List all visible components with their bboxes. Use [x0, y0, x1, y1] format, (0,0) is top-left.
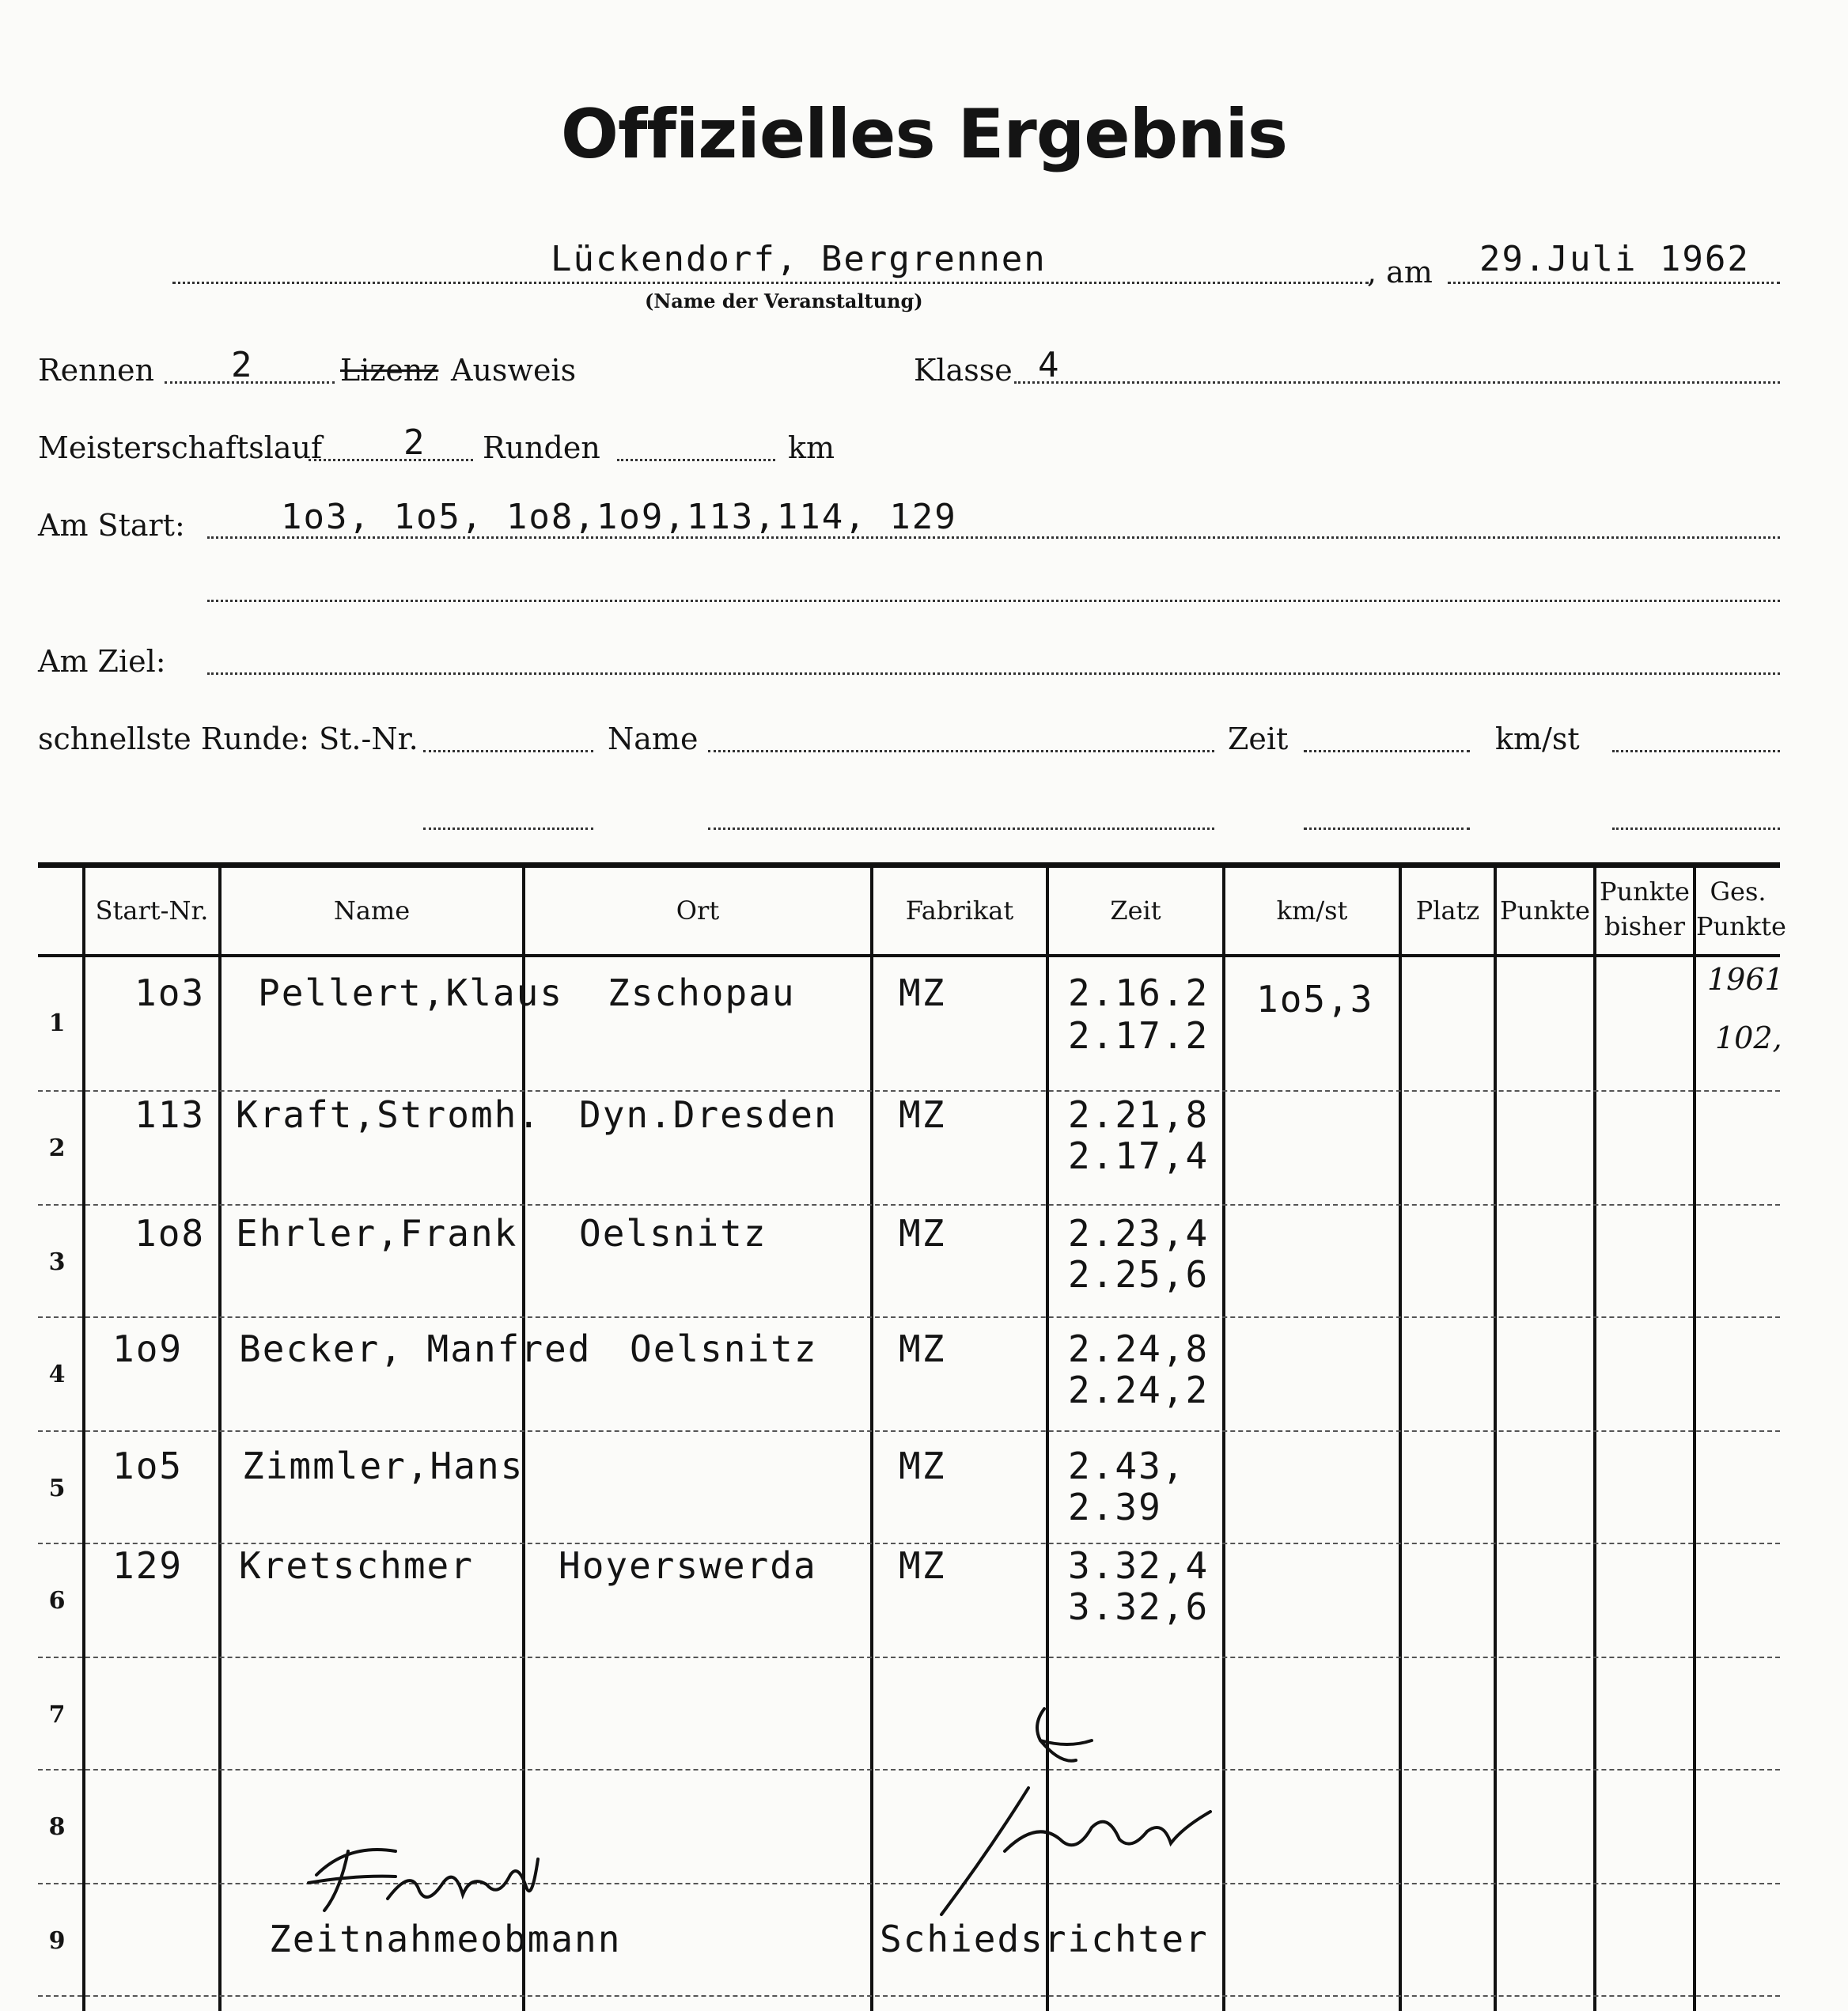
schnellste-name-dotted-line-2	[708, 828, 1214, 830]
col-line-7	[1399, 868, 1402, 2011]
referee-signature	[926, 1693, 1226, 1930]
row-divider	[38, 1883, 1780, 1884]
row-divider	[38, 1769, 1780, 1771]
ort-cell: Dyn.Dresden	[579, 1093, 838, 1136]
zeit-cell-1: 2.21,8	[1068, 1093, 1210, 1136]
stnr-dotted-line	[423, 750, 593, 752]
header-name: Name	[333, 896, 411, 926]
lizenz-struck-label: Lizenz	[340, 353, 439, 388]
date-dotted-line	[1448, 282, 1780, 284]
row-number: 5	[48, 1475, 66, 1502]
row-number: 7	[48, 1701, 66, 1729]
fabrikat-cell: MZ	[899, 1544, 946, 1587]
event-name-caption: (Name der Veranstaltung)	[645, 290, 923, 312]
header-punkte: Punkte	[1500, 896, 1590, 926]
am-start-value: 1o3, 1o5, 1o8,1o9,113,114, 129	[281, 497, 957, 537]
row-divider	[38, 1204, 1780, 1206]
name-cell: Zimmler,Hans	[242, 1445, 524, 1487]
col-line-8	[1494, 868, 1497, 2011]
ort-cell: Oelsnitz	[630, 1327, 818, 1370]
runden-dotted-line	[617, 459, 775, 461]
klasse-value: 4	[1038, 345, 1061, 385]
header-zeit: Zeit	[1110, 896, 1161, 926]
event-date: 29.Juli 1962	[1479, 239, 1750, 279]
row-divider	[38, 1090, 1780, 1092]
start-nr-cell: 1o9	[112, 1327, 184, 1370]
zeit-cell-2: 2.25,6	[1068, 1253, 1210, 1296]
am-ziel-dotted-line	[207, 672, 1780, 675]
col-line-4	[870, 868, 873, 2011]
header-ort: Ort	[676, 896, 720, 926]
fabrikat-cell: MZ	[899, 971, 946, 1014]
col-line-1	[82, 868, 85, 2011]
fabrikat-cell: MZ	[899, 1093, 946, 1136]
row-number: 4	[48, 1361, 66, 1388]
zeit-cell-1: 2.16.2	[1068, 971, 1210, 1014]
am-start-label: Am Start:	[38, 508, 185, 543]
schnellste-name-dotted-line	[708, 750, 1214, 752]
header-punkte-bisher-2: bisher	[1604, 911, 1685, 941]
rennen-value: 2	[231, 345, 254, 385]
zeit-cell-2: 2.24,2	[1068, 1369, 1210, 1411]
zeit-cell-2: 2.17,4	[1068, 1134, 1210, 1177]
meisterschaftslauf-dotted-line	[309, 459, 473, 461]
schnellste-name-label: Name	[608, 721, 699, 756]
schnellste-zeit-dotted-line	[1304, 750, 1470, 752]
start-nr-cell: 129	[112, 1544, 184, 1587]
name-cell: Becker, Manfred	[239, 1327, 592, 1370]
start-nr-cell: 1o5	[112, 1445, 184, 1487]
timekeeper-label: Zeitnahmeobmann	[269, 1918, 622, 1960]
name-cell: Kraft,Stromh.	[236, 1093, 542, 1136]
start-nr-cell: 113	[134, 1093, 206, 1136]
header-start-nr: Start-Nr.	[95, 896, 209, 926]
row-number: 1	[48, 1009, 66, 1037]
header-ges-punkte-2: Punkte	[1696, 911, 1786, 941]
schnellste-runde-label: schnellste Runde: St.-Nr.	[38, 721, 418, 756]
table-header-rule	[38, 954, 1780, 957]
table-top-rule	[38, 862, 1780, 868]
klasse-dotted-line	[1014, 381, 1780, 384]
col-line-2	[218, 868, 222, 2011]
zeit-cell-2: 2.17.2	[1068, 1014, 1210, 1057]
runden-label: Runden	[483, 430, 600, 465]
header-ges-punkte-1: Ges.	[1710, 877, 1767, 907]
fabrikat-cell: MZ	[899, 1212, 946, 1255]
referee-label: Schiedsrichter	[880, 1918, 1209, 1960]
handwritten-note: 102,	[1715, 1021, 1782, 1055]
ort-cell: Oelsnitz	[579, 1212, 767, 1255]
event-name: Lückendorf, Bergrennen	[551, 239, 1047, 279]
zeit-cell-2: 2.39	[1068, 1486, 1162, 1528]
header-platz: Platz	[1415, 896, 1480, 926]
schnellste-kmst-dotted-line	[1612, 750, 1780, 752]
fabrikat-cell: MZ	[899, 1445, 946, 1487]
meisterschaftslauf-value: 2	[403, 422, 426, 463]
rennen-label: Rennen	[38, 353, 155, 388]
kmst-cell: 1o5,3	[1256, 978, 1374, 1021]
fabrikat-cell: MZ	[899, 1327, 946, 1370]
zeit-cell-1: 2.24,8	[1068, 1327, 1210, 1370]
row-divider	[38, 1657, 1780, 1658]
zeit-cell-1: 3.32,4	[1068, 1544, 1210, 1587]
ausweis-label: Ausweis	[451, 353, 577, 388]
timekeeper-signature	[301, 1827, 554, 1922]
col-line-9	[1593, 868, 1596, 2011]
am-ziel-label: Am Ziel:	[38, 644, 166, 679]
klasse-label: Klasse	[914, 353, 1013, 388]
page-title: Offizielles Ergebnis	[560, 95, 1288, 174]
handwritten-note: 1961	[1707, 962, 1784, 997]
event-dotted-line	[172, 282, 1369, 284]
zeit-cell-1: 2.23,4	[1068, 1212, 1210, 1255]
row-number: 8	[48, 1813, 66, 1841]
meisterschaftslauf-label: Meisterschaftslauf	[38, 430, 323, 465]
row-number: 3	[48, 1248, 66, 1276]
ort-cell: Hoyerswerda	[559, 1544, 817, 1587]
schnellste-zeit-label: Zeit	[1228, 721, 1289, 756]
start-nr-cell: 1o3	[134, 971, 206, 1014]
am-label: , am	[1367, 255, 1433, 290]
header-fabrikat: Fabrikat	[905, 896, 1014, 926]
row-divider	[38, 1316, 1780, 1318]
header-kmst: km/st	[1276, 896, 1348, 926]
ort-cell: Zschopau	[608, 971, 796, 1014]
row-number: 6	[48, 1587, 66, 1615]
schnellste-kmst-label: km/st	[1495, 721, 1580, 756]
header-punkte-bisher-1: Punkte	[1600, 877, 1690, 907]
km-label: km	[788, 430, 835, 465]
name-cell: Pellert,Klaus	[258, 971, 564, 1014]
row-divider	[38, 1430, 1780, 1432]
zeit-cell-1: 2.43,	[1068, 1445, 1186, 1487]
start-nr-cell: 1o8	[134, 1212, 206, 1255]
row-divider	[38, 1995, 1780, 1997]
row-number: 9	[48, 1927, 66, 1955]
schnellste-kmst-dotted-line-2	[1612, 828, 1780, 830]
schnellste-zeit-dotted-line-2	[1304, 828, 1470, 830]
row-number: 2	[48, 1134, 66, 1162]
stnr-dotted-line-2	[423, 828, 593, 830]
zeit-cell-2: 3.32,6	[1068, 1585, 1210, 1628]
col-line-10	[1693, 868, 1696, 2011]
am-start-dotted-line-2	[207, 600, 1780, 602]
name-cell: Ehrler,Frank	[236, 1212, 518, 1255]
name-cell: Kretschmer	[239, 1544, 474, 1587]
